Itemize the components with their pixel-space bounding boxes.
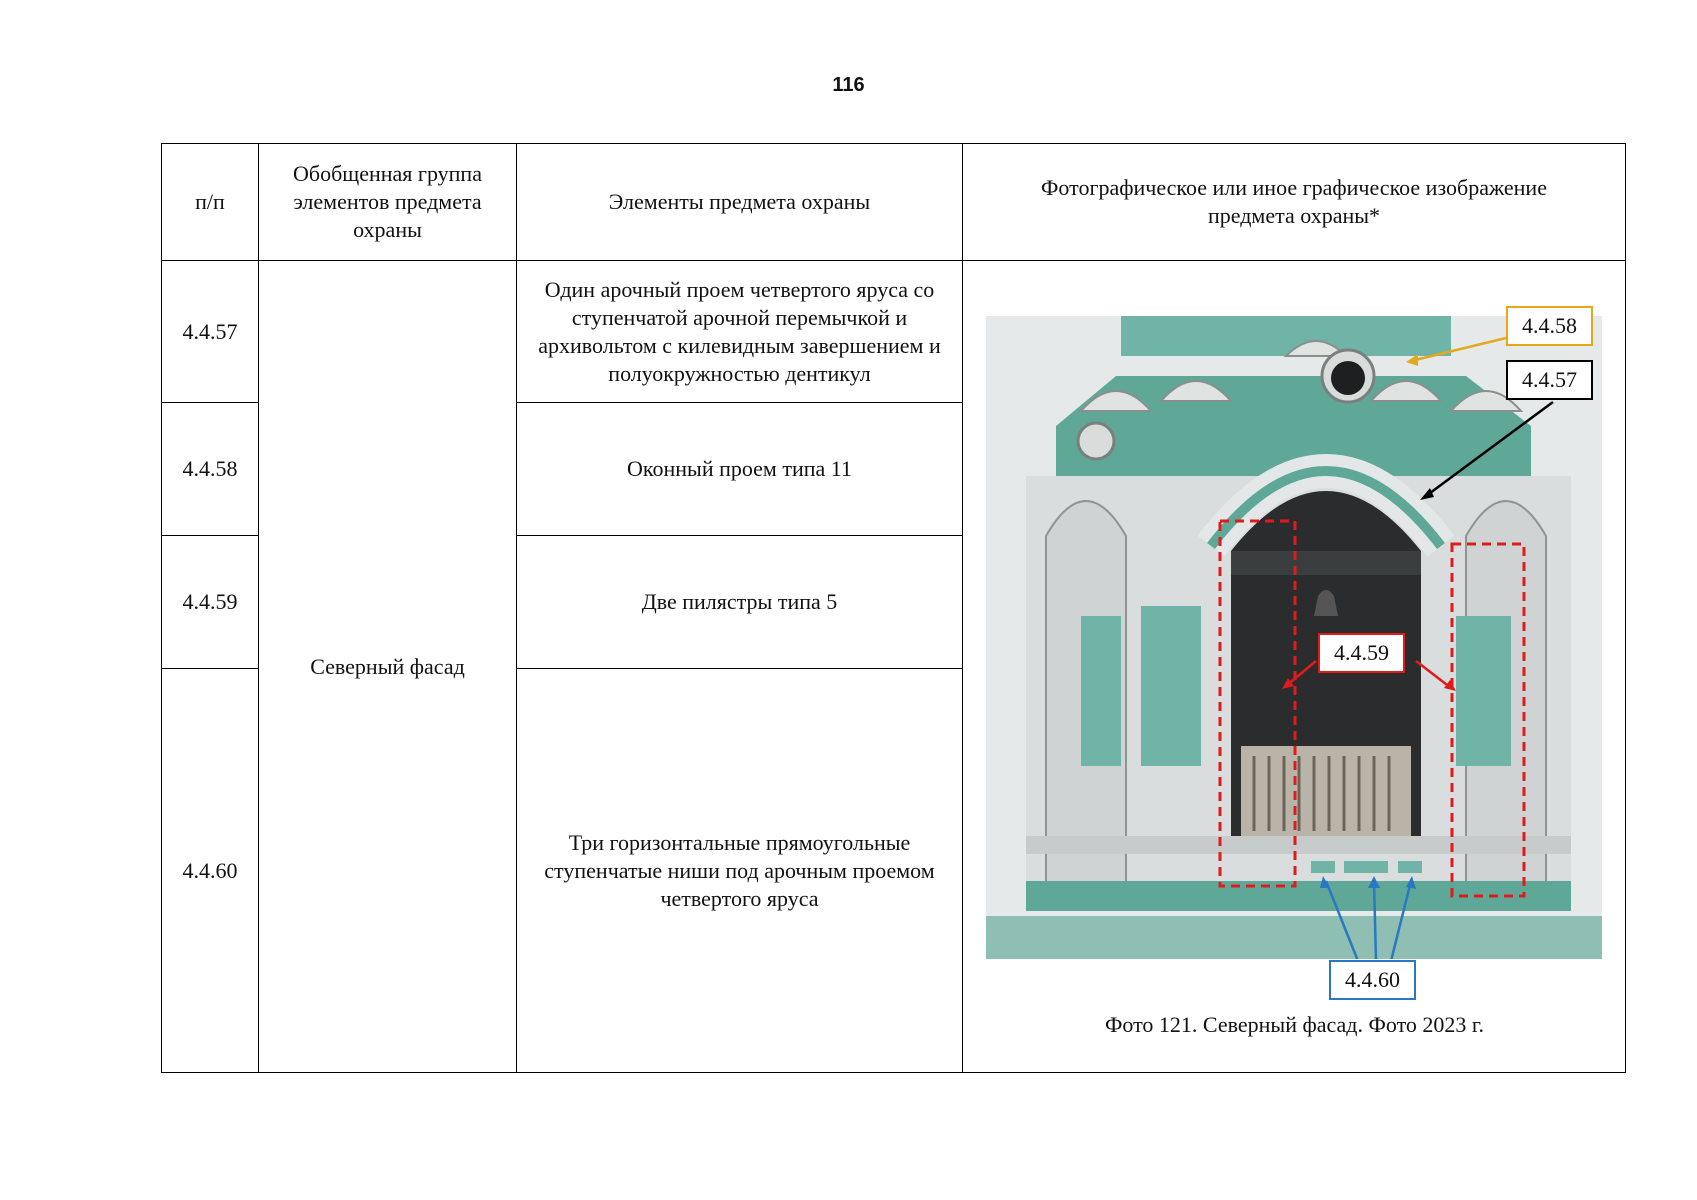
- page-number: 116: [832, 74, 865, 96]
- row-element: Оконный проем типа 11: [517, 403, 963, 536]
- bell-tower-illustration: [986, 316, 1602, 959]
- bell-tower-photo: [986, 313, 1602, 992]
- row-number: 4.4.59: [162, 536, 259, 669]
- callout-4-4-57: 4.4.57: [1506, 360, 1593, 400]
- protection-table: [161, 143, 1626, 1073]
- row-element: Две пилястры типа 5: [517, 536, 963, 669]
- callout-4-4-58: 4.4.58: [1506, 306, 1593, 346]
- header-elements: Элементы предмета охраны: [517, 144, 963, 261]
- photo-cell: [963, 261, 1626, 1073]
- group-cell: Северный фасад: [259, 261, 517, 1073]
- header-number: п/п: [162, 144, 259, 261]
- row-number: 4.4.58: [162, 403, 259, 536]
- row-number: 4.4.57: [162, 261, 259, 403]
- header-group: Обобщенная группа элементов предмета охраны: [259, 144, 517, 261]
- row-number: 4.4.60: [162, 669, 259, 1073]
- row-element: Один арочный проем четвертого яруса со ступенчатой арочной перемычкой и архивольтом с килевидным завершением и полуокружностью дентикул: [517, 261, 963, 403]
- callout-4-4-59: 4.4.59: [1318, 633, 1405, 673]
- header-photo: Фотографическое или иное графическое изображение предмета охраны*: [963, 144, 1626, 261]
- table-header-row: [162, 144, 1626, 261]
- row-element: Три горизонтальные прямоугольные ступенчатые ниши под арочным проемом четвертого яруса: [517, 669, 963, 1073]
- callout-4-4-60: 4.4.60: [1329, 960, 1416, 1000]
- table-row: [162, 261, 1626, 403]
- photo-caption: Фото 121. Северный фасад. Фото 2023 г.: [1105, 1012, 1484, 1037]
